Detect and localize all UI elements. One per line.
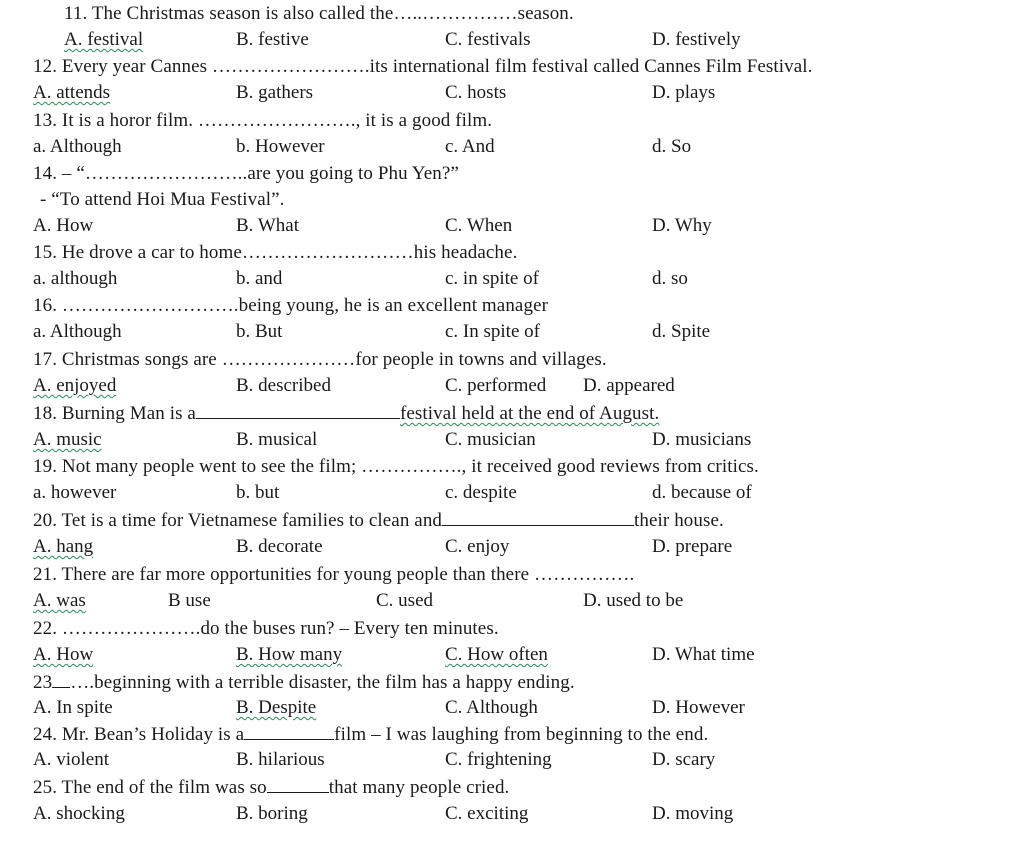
question-20-stem [33,509,724,532]
question-15-stem: 15. He drove a car to home………………………his headache. [33,242,518,263]
question-11-option-d: D. festively [652,29,741,50]
question-21-option-a: A. was [33,590,86,611]
question-21-option-c: C. used [376,590,433,611]
question-25-stem-start: 25. The end of the film was so [33,777,267,798]
question-24-option-b: B. hilarious [236,749,325,770]
question-25-stem-end: that many people cried. [328,777,510,798]
question-14-option-d: D. Why [652,215,712,236]
question-12-option-a: A. attends [33,82,111,103]
question-15-option-b: b. and [236,268,283,289]
question-19-option-a: a. however [33,482,117,503]
question-11-option-c: C. festivals [445,29,531,50]
question-25-option-d: D. moving [652,803,734,824]
question-23-option-a: A. In spite [33,697,113,718]
question-16-option-a: a. Although [33,321,122,342]
question-24-stem-start: 24. Mr. Bean’s Holiday is a [33,724,245,745]
question-24-blank [244,723,334,740]
question-19-stem: 19. Not many people went to see the film; ……………., it received good reviews from critics. [33,456,759,477]
question-16-option-c: c. In spite of [445,321,540,342]
question-17-option-b: B. described [236,375,331,396]
question-19-option-b: b. but [236,482,280,503]
question-11-stem: 11. The Christmas season is also called the…..……………season. [64,3,574,24]
question-14-option-b: B. What [236,215,299,236]
question-20-option-a: A. hang [33,536,94,557]
question-13-option-b: b. However [236,136,325,157]
question-18-stem [33,402,659,425]
question-22-stem: 22. ………………….do the buses run? – Every ten minutes. [33,618,499,639]
question-12-option-d: D. plays [652,82,716,103]
question-18-blank [196,402,400,419]
question-23-option-b: B. Despite [236,697,317,718]
question-13-option-c: c. And [445,136,495,157]
question-20-stem-end: their house. [634,510,724,531]
question-18-option-a: A. music [33,429,102,450]
question-13-stem: 13. It is a horor film. ……………………., it is a good film. [33,110,493,131]
question-18-option-d: D. musicians [652,429,752,450]
question-24-stem [33,723,708,746]
question-23-option-d: D. However [652,697,745,718]
question-14-option-a: A. How [33,215,94,236]
question-16-option-d: d. Spite [652,321,711,342]
question-17-stem: 17. Christmas songs are …………………for people in towns and villages. [33,349,607,370]
question-16-option-b: b. But [236,321,283,342]
question-24-stem-end: film – I was laughing from beginning to the end. [334,724,709,745]
question-20-option-b: B. decorate [236,536,323,557]
question-25-option-c: C. exciting [445,803,529,824]
question-22-option-c: C. How often [445,644,548,665]
question-15-option-a: a. although [33,268,118,289]
question-25-blank [267,776,329,793]
question-21-option-d: D. used to be [583,590,684,611]
question-17-option-a: A. enjoyed [33,375,117,396]
question-23-option-c: C. Although [445,697,538,718]
question-14-answer-line: - “To attend Hoi Mua Festival”. [40,189,285,210]
question-14-option-c: C. When [445,215,513,236]
question-20-option-c: C. enjoy [445,536,510,557]
question-18-option-b: B. musical [236,429,318,450]
question-13-option-d: d. So [652,136,692,157]
question-20-stem-start: 20. Tet is a time for Vietnamese families to clean and [33,510,443,531]
question-25-option-a: A. shocking [33,803,125,824]
question-12-option-b: B. gathers [236,82,314,103]
question-19-option-c: c. despite [445,482,517,503]
question-15-option-d: d. so [652,268,688,289]
question-14-stem: 14. – “……………………..are you going to Phu Yen?” [33,163,459,184]
question-24-option-c: C. frightening [445,749,552,770]
question-18-stem-start: 18. Burning Man is a [33,403,196,424]
question-21-option-b: B use [168,590,211,611]
question-22-option-d: D. What time [652,644,755,665]
question-11-option-b: B. festive [236,29,309,50]
question-12-stem: 12. Every year Cannes …………………….its international film festival called Cannes Film Festival. [33,56,813,77]
question-25-stem [33,776,509,799]
question-24-option-d: D. scary [652,749,716,770]
question-23-stem [33,671,575,694]
question-24-option-a: A. violent [33,749,109,770]
question-19-option-d: d. because of [652,482,752,503]
question-20-option-d: D. prepare [652,536,733,557]
question-18-stem-end: festival held at the end of August. [399,403,660,424]
question-22-option-a: A. How [33,644,94,665]
question-21-stem: 21. There are far more opportunities for young people than there ……………. [33,564,635,585]
question-17-option-c: C. performed [445,375,547,396]
question-22-option-b: B. How many [236,644,343,665]
question-25-option-b: B. boring [236,803,308,824]
question-18-option-c: C. musician [445,429,536,450]
question-15-option-c: c. in spite of [445,268,539,289]
question-11-option-a: A. festival [64,29,144,50]
question-12-option-c: C. hosts [445,82,507,103]
question-23-blank [52,671,70,688]
question-23-stem-end: ….beginning with a terrible disaster, the film has a happy ending. [70,672,575,693]
question-16-stem: 16. ……………………….being young, he is an excellent manager [33,295,549,316]
question-23-stem-start: 23 [33,672,53,693]
question-13-option-a: a. Although [33,136,122,157]
question-20-blank [442,509,634,526]
question-17-option-d: D. appeared [583,375,675,396]
